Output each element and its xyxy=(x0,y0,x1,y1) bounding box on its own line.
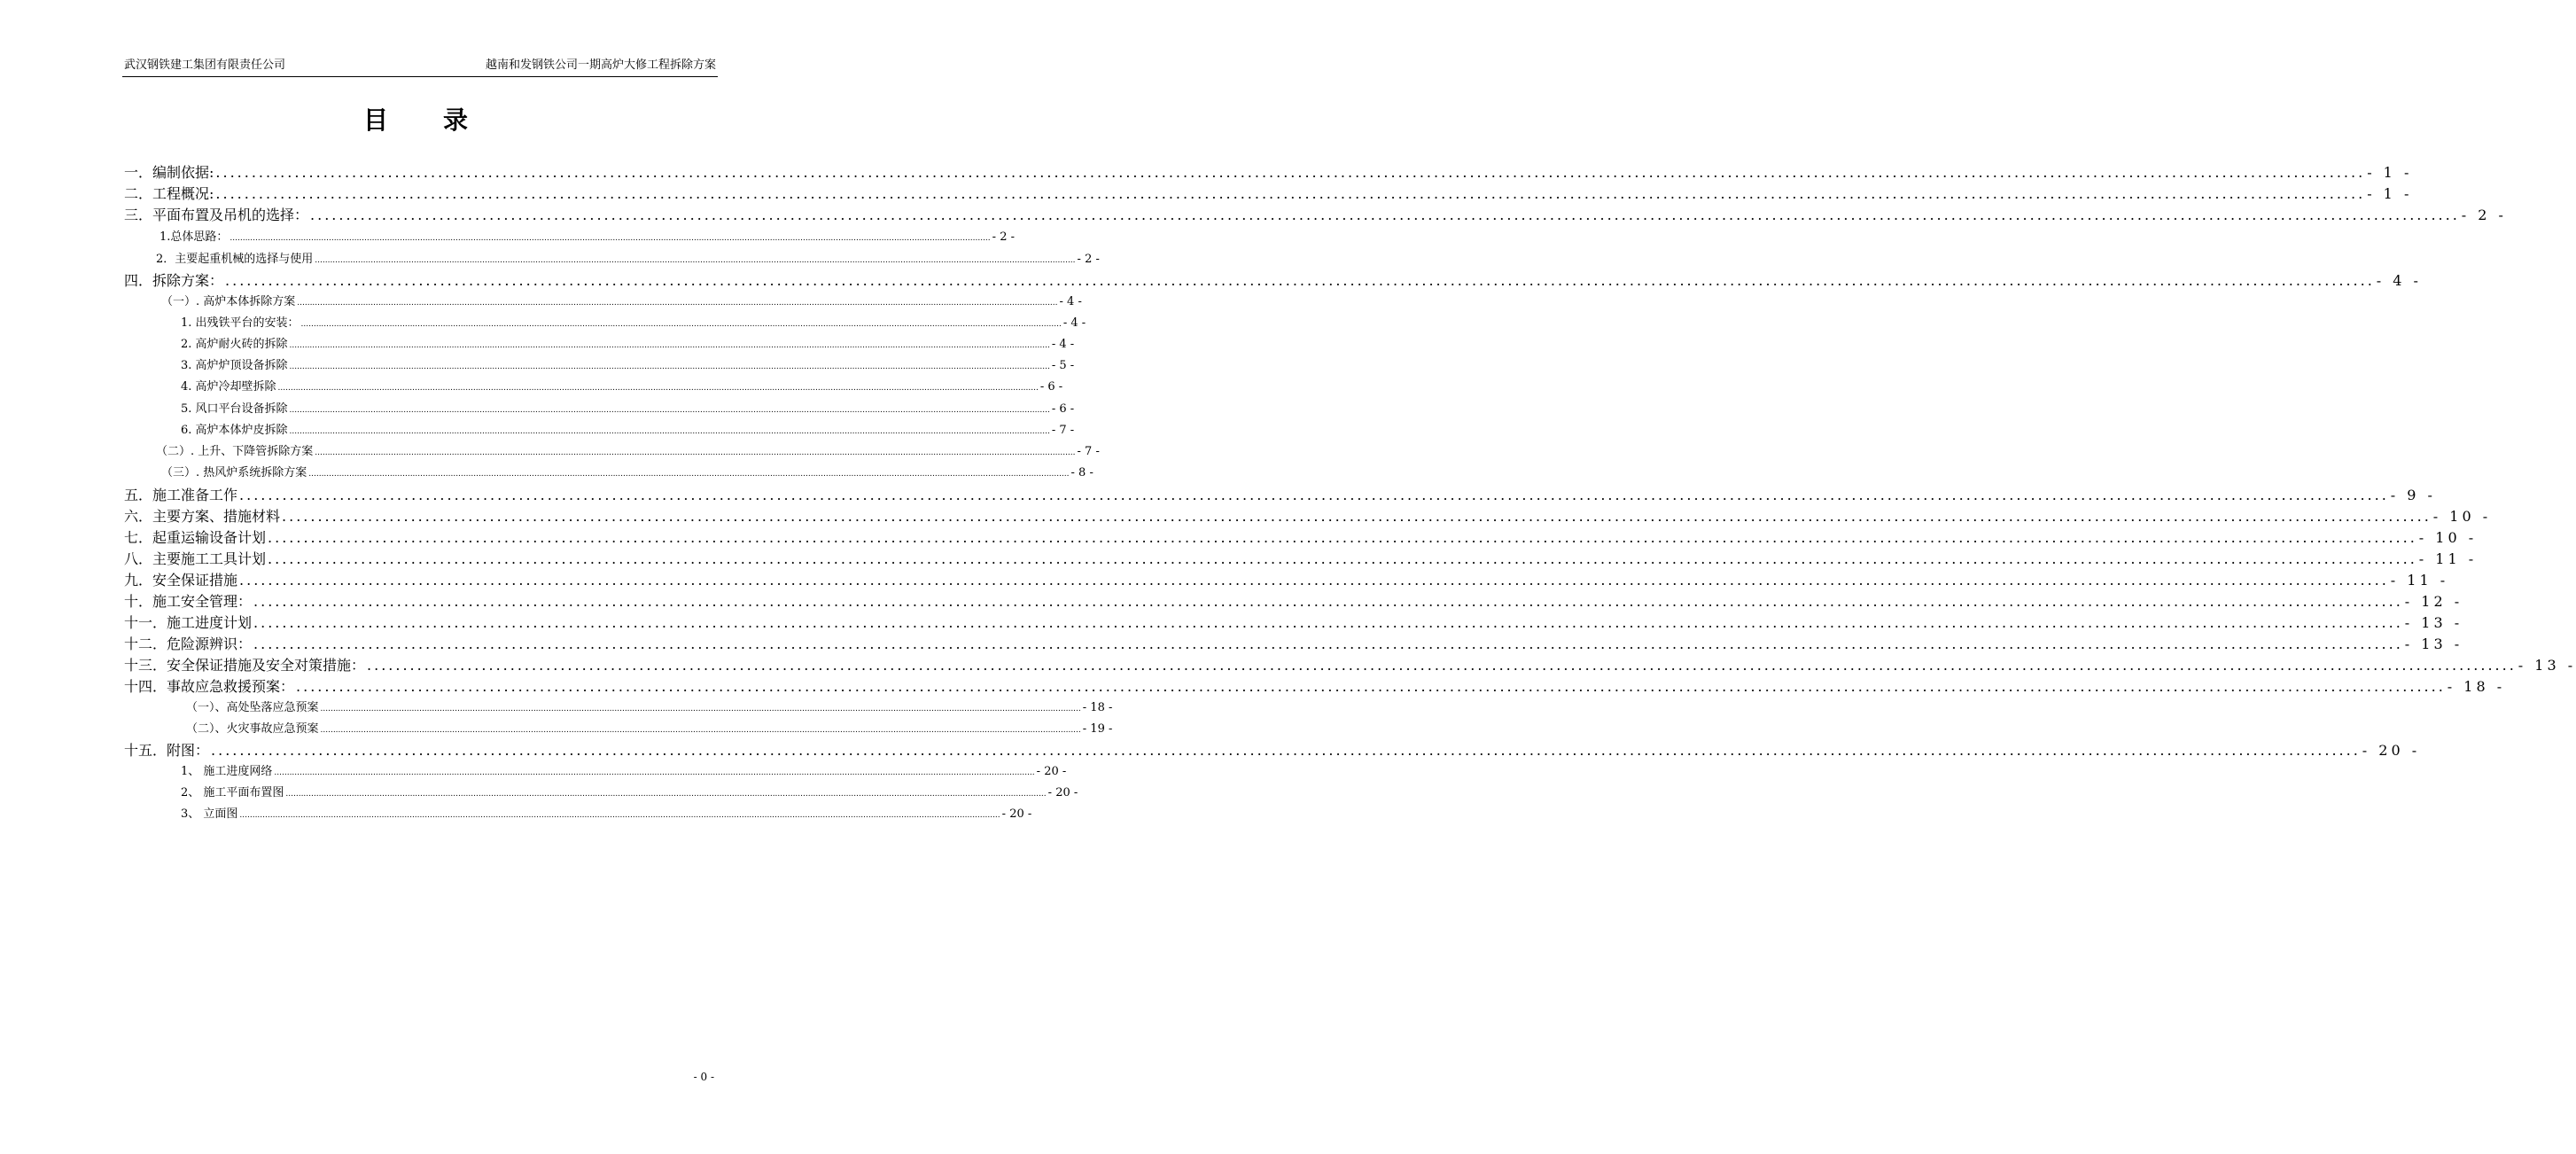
toc-dot-leader: ............................................................................................................................................................................................................................................................................................................ xyxy=(253,593,2403,610)
toc-entry[interactable] xyxy=(124,206,2507,225)
toc-entry-page: - 4 - xyxy=(1062,316,1086,330)
toc-dot-leader: ............................................................................................................................................................................................................................................................................................................ xyxy=(282,508,2432,525)
toc-entry-page: - 6 - xyxy=(1039,380,1063,394)
toc-entry-page: - 12 - xyxy=(2404,593,2463,610)
toc-entry-page: - 19 - xyxy=(1082,722,1113,736)
toc-entry[interactable] xyxy=(156,443,1100,461)
toc-entry-label: 十二．危险源辨识： xyxy=(124,635,253,652)
toc-entry[interactable] xyxy=(124,656,2576,675)
toc-dot-leader: ............................................................................................................................................................................................................................................................................................................ xyxy=(367,657,2517,674)
toc-entry-label: 6. 高炉本体炉皮拆除 xyxy=(181,424,288,437)
toc-dot-leader: ............................................................................................................................................................................................................................................................................................................ xyxy=(315,448,1076,457)
toc-dot-leader: ............................................................................................................................................................................................................................................................................................................ xyxy=(230,234,991,243)
toc-dot-leader: ............................................................................................................................................................................................................................................................................................................ xyxy=(315,256,1076,265)
toc-entry-page: - 20 - xyxy=(1047,786,1078,799)
toc-dot-leader: ............................................................................................................................................................................................................................................................................................................ xyxy=(320,705,1081,713)
toc-entry[interactable] xyxy=(186,699,1113,717)
toc-entry[interactable] xyxy=(124,528,2478,548)
toc-entry[interactable] xyxy=(181,336,1075,354)
header-company: 武汉钢铁建工集团有限责任公司 xyxy=(124,58,286,72)
toc-dot-leader: ............................................................................................................................................................................................................................................................................................................ xyxy=(274,768,1035,777)
toc-entry-page: - 2 - xyxy=(2461,207,2507,223)
toc-entry-label: 2、 施工平面布置图 xyxy=(181,786,284,799)
toc-dot-leader: ............................................................................................................................................................................................................................................................................................................ xyxy=(215,185,2366,202)
toc-entry-page: - 10 - xyxy=(2432,508,2492,525)
header-divider xyxy=(122,76,718,77)
toc-entry-label: （一）、高处坠落应急预案 xyxy=(186,701,319,714)
toc-entry[interactable] xyxy=(124,571,2449,590)
toc-dot-leader: ............................................................................................................................................................................................................................................................................................................ xyxy=(268,550,2417,567)
toc-entry-label: 3. 高炉炉顶设备拆除 xyxy=(181,359,288,372)
toc-entry-page: - 11 - xyxy=(2390,572,2449,589)
toc-dot-leader: ............................................................................................................................................................................................................................................................................................................ xyxy=(289,427,1050,436)
toc-entry[interactable] xyxy=(181,422,1075,440)
toc-entry[interactable] xyxy=(124,677,2506,697)
toc-entry[interactable] xyxy=(124,613,2463,633)
toc-entry-label: 十三．安全保证措施及安全对策措施： xyxy=(124,657,366,674)
toc-dot-leader: ............................................................................................................................................................................................................................................................................................................ xyxy=(308,470,1070,479)
toc-dot-leader: ............................................................................................................................................................................................................................................................................................................ xyxy=(253,635,2403,652)
toc-entry-page: - 8 - xyxy=(1070,466,1093,480)
toc-entry[interactable] xyxy=(124,184,2413,204)
toc-entry-label: 八．主要施工工具计划 xyxy=(124,550,267,567)
toc-entry[interactable] xyxy=(181,357,1075,375)
toc-entry-label: 七．起重运输设备计划 xyxy=(124,529,267,546)
toc-entry-page: - 10 - xyxy=(2418,529,2478,546)
toc-entry-page: - 4 - xyxy=(1051,338,1075,351)
toc-entry-page: - 4 - xyxy=(1059,295,1082,308)
toc-entry-label: 九．安全保证措施 xyxy=(124,572,238,589)
toc-entry-page: - 2 - xyxy=(992,230,1015,244)
toc-entry-page: - 20 - xyxy=(1036,765,1067,778)
toc-entry-label: 三．平面布置及吊机的选择： xyxy=(124,207,309,223)
toc-entry-label: 十五．附图： xyxy=(124,742,210,759)
toc-dot-leader: ............................................................................................................................................................................................................................................................................................................ xyxy=(225,272,2375,289)
toc-entry[interactable] xyxy=(124,163,2413,183)
toc-dot-leader: ............................................................................................................................................................................................................................................................................................................ xyxy=(300,320,1062,329)
toc-dot-leader: ............................................................................................................................................................................................................................................................................................................ xyxy=(215,164,2366,181)
toc-entry[interactable] xyxy=(124,486,2436,505)
toc-entry[interactable] xyxy=(181,378,1063,396)
toc-entry[interactable] xyxy=(124,635,2463,654)
toc-dot-leader: ............................................................................................................................................................................................................................................................................................................ xyxy=(289,406,1050,415)
toc-entry-page: - 20 - xyxy=(1001,807,1032,821)
toc-entry-label: 5. 风口平台设备拆除 xyxy=(181,402,288,416)
toc-entry[interactable] xyxy=(181,784,1078,802)
toc-entry-page: - 2 - xyxy=(1077,253,1100,266)
toc-entry-page: - 20 - xyxy=(2362,742,2421,759)
toc-entry[interactable] xyxy=(124,741,2421,760)
toc-dot-leader: ............................................................................................................................................................................................................................................................................................................ xyxy=(268,529,2417,546)
toc-entry[interactable] xyxy=(181,315,1086,332)
toc-entry-label: 1.总体思路： xyxy=(160,230,229,244)
toc-entry[interactable] xyxy=(161,464,1093,482)
toc-entry[interactable] xyxy=(161,293,1082,311)
toc-entry-page: - 7 - xyxy=(1077,445,1100,458)
toc-dot-leader: ............................................................................................................................................................................................................................................................................................................ xyxy=(239,572,2389,589)
toc-entry[interactable] xyxy=(124,271,2422,291)
toc-dot-leader: ............................................................................................................................................................................................................................................................................................................ xyxy=(239,487,2389,503)
toc-entry[interactable] xyxy=(156,251,1100,269)
toc-entry-label: （二）、火灾事故应急预案 xyxy=(186,722,319,736)
toc-entry[interactable] xyxy=(181,401,1075,418)
toc-entry[interactable] xyxy=(160,229,1015,246)
toc-entry-page: - 5 - xyxy=(1051,359,1075,372)
toc-entry-label: 1、 施工进度网络 xyxy=(181,765,273,778)
toc-entry-label: 1. 出残铁平台的安装： xyxy=(181,316,300,330)
toc-entry-label: 2. 高炉耐火砖的拆除 xyxy=(181,338,288,351)
toc-entry-label: （一）. 高炉本体拆除方案 xyxy=(161,295,296,308)
toc-dot-leader: ............................................................................................................................................................................................................................................................................................................ xyxy=(285,790,1047,799)
page-header xyxy=(124,58,716,76)
toc-entry-label: 2．主要起重机械的选择与使用 xyxy=(156,253,314,266)
toc-entry-page: - 18 - xyxy=(1082,701,1113,714)
toc-entry[interactable] xyxy=(124,507,2492,526)
toc-dot-leader: ............................................................................................................................................................................................................................................................................................................ xyxy=(320,726,1081,735)
toc-entry-label: 一．编制依据: xyxy=(124,164,214,181)
toc-dot-leader: ............................................................................................................................................................................................................................................................................................................ xyxy=(296,678,2446,695)
toc-dot-leader: ............................................................................................................................................................................................................................................................................................................ xyxy=(289,363,1050,371)
toc-dot-leader: ............................................................................................................................................................................................................................................................................................................ xyxy=(289,341,1050,350)
toc-entry-page: - 13 - xyxy=(2404,635,2463,652)
toc-entry[interactable] xyxy=(181,763,1067,781)
toc-entry-label: 二．工程概况: xyxy=(124,185,214,202)
toc-dot-leader: ............................................................................................................................................................................................................................................................................................................ xyxy=(253,614,2403,631)
toc-dot-leader: ............................................................................................................................................................................................................................................................................................................ xyxy=(310,207,2460,223)
toc-dot-leader: ............................................................................................................................................................................................................................................................................................................ xyxy=(211,742,2361,759)
toc-entry[interactable] xyxy=(181,806,1032,823)
toc-entry-page: - 13 - xyxy=(2518,657,2576,674)
toc-entry-page: - 1 - xyxy=(2367,164,2413,181)
toc-dot-leader: ............................................................................................................................................................................................................................................................................................................ xyxy=(277,384,1039,393)
toc-entry[interactable] xyxy=(124,592,2463,612)
toc-dot-leader: ............................................................................................................................................................................................................................................................................................................ xyxy=(239,811,1000,820)
header-document-title: 越南和发钢铁公司一期高炉大修工程拆除方案 xyxy=(485,58,716,72)
toc-entry-label: 十四．事故应急救援预案： xyxy=(124,678,295,695)
toc-entry-page: - 1 - xyxy=(2367,185,2413,202)
toc-entry-label: 四．拆除方案： xyxy=(124,272,224,289)
toc-entry[interactable] xyxy=(186,721,1113,738)
toc-dot-leader: ............................................................................................................................................................................................................................................................................................................ xyxy=(297,299,1058,308)
toc-entry-label: 十．施工安全管理： xyxy=(124,593,253,610)
toc-entry-page: - 7 - xyxy=(1051,424,1075,437)
page-number: - 0 - xyxy=(693,1071,714,1083)
toc-entry-page: - 18 - xyxy=(2447,678,2506,695)
page-title: 目录 xyxy=(363,105,524,135)
toc-entry-page: - 4 - xyxy=(2376,272,2422,289)
toc-entry-label: 4. 高炉冷却壁拆除 xyxy=(181,380,276,394)
toc-entry-page: - 11 - xyxy=(2418,550,2478,567)
toc-entry-page: - 9 - xyxy=(2390,487,2436,503)
toc-entry-label: 五．施工准备工作 xyxy=(124,487,238,503)
toc-entry-page: - 6 - xyxy=(1051,402,1075,416)
toc-entry[interactable] xyxy=(124,550,2478,569)
toc-entry-label: 十一．施工进度计划 xyxy=(124,614,253,631)
toc-entry-label: 六．主要方案、措施材料 xyxy=(124,508,281,525)
toc-entry-label: 3、 立面图 xyxy=(181,807,238,821)
toc-entry-label: （三）. 热风炉系统拆除方案 xyxy=(161,466,307,480)
toc-entry-label: （二）. 上升、下降管拆除方案 xyxy=(156,445,314,458)
toc-entry-page: - 13 - xyxy=(2404,614,2463,631)
